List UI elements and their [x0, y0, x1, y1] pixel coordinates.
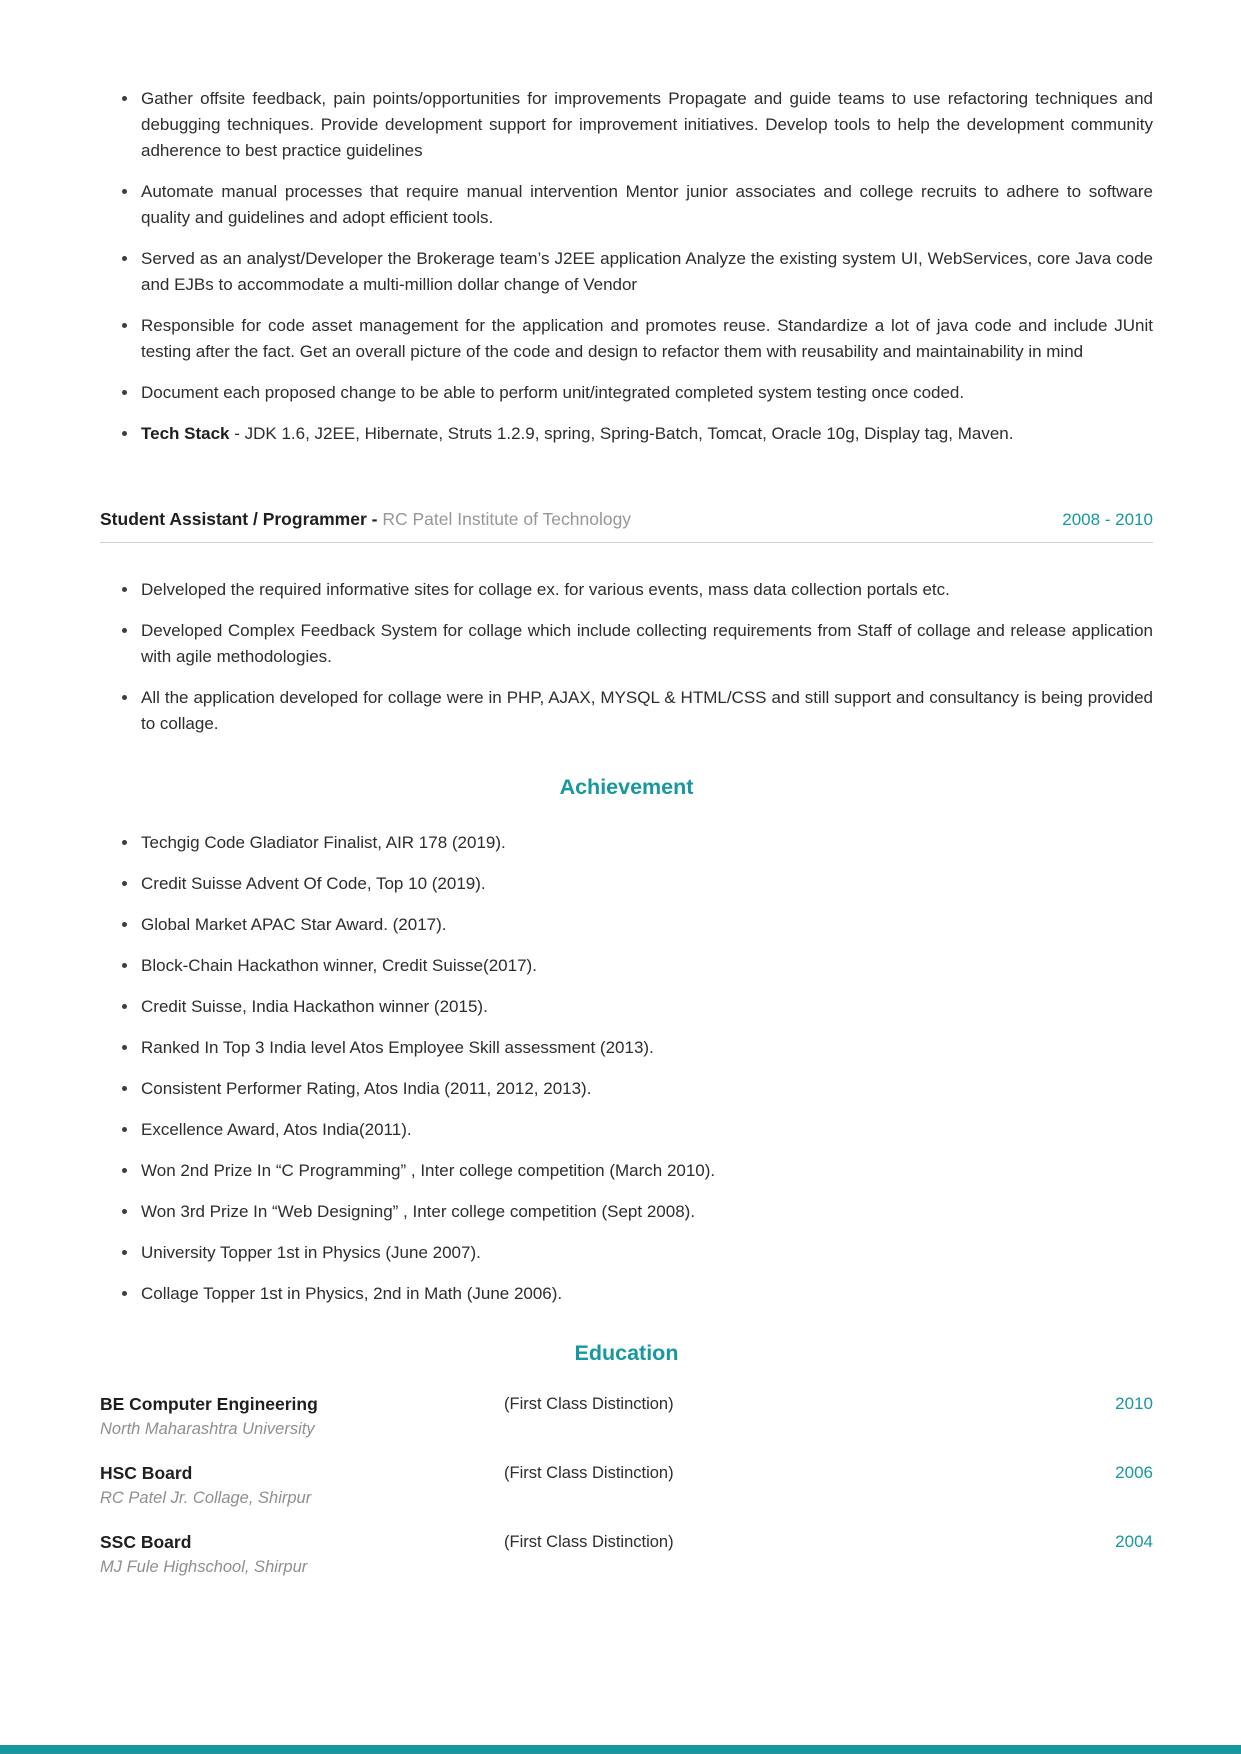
achievement-item	[100, 953, 1153, 979]
job-bullet-list	[100, 577, 1153, 737]
achievement-section-heading: Achievement	[559, 775, 694, 799]
bullet-dot	[122, 1291, 127, 1296]
achievement-text: Credit Suisse, India Hackathon winner (2015).	[141, 997, 488, 1016]
bullet-text: Document each proposed change to be able to perform unit/integrated completed system testing once coded.	[141, 383, 965, 402]
education-degree: HSC Board	[100, 1463, 193, 1483]
achievement-text: Consistent Performer Rating, Atos India (2011, 2012, 2013).	[141, 1079, 592, 1098]
bullet-text: Automate manual processes that require manual intervention Mentor junior associates and college recruits to adhere to software quality and guidelines and adopt efficient tools.	[141, 182, 1153, 227]
bullet-text: Responsible for code asset management for the application and promotes reuse. Standardize a lot of java code and include JUnit testing after the fact. Get an overall picture of the code and design to refactor them with reusability and maintainability in mind	[141, 316, 1153, 361]
bullet-item	[100, 86, 1153, 164]
bullet-dot	[122, 922, 127, 927]
education-grade: (First Class Distinction)	[504, 1395, 674, 1413]
bullet-text: Developed Complex Feedback System for collage which include collecting requirements from Staff of collage and release application with agile methodologies.	[141, 621, 1153, 666]
achievement-item	[100, 912, 1153, 938]
education-entry	[100, 1530, 1153, 1580]
achievement-text: Techgig Code Gladiator Finalist, AIR 178 (2019).	[141, 833, 506, 852]
achievement-item	[100, 1158, 1153, 1184]
bullet-dot	[122, 881, 127, 886]
job-title-separator: -	[366, 509, 383, 529]
achievement-text: Ranked In Top 3 India level Atos Employee Skill assessment (2013).	[141, 1038, 654, 1057]
achievement-text: Global Market APAC Star Award. (2017).	[141, 915, 447, 934]
bullet-text: Served as an analyst/Developer the Brokerage team’s J2EE application Analyze the existing system UI, WebServices, core Java code and EJBs to accommodate a multi-million dollar change of Vendor	[141, 249, 1153, 294]
achievement-item	[100, 994, 1153, 1020]
education-entry	[100, 1461, 1153, 1511]
bullet-item	[100, 685, 1153, 737]
bullet-dot	[122, 431, 127, 436]
achievement-item	[100, 1240, 1153, 1266]
bullet-dot	[122, 840, 127, 845]
education-degree: BE Computer Engineering	[100, 1394, 318, 1414]
bullet-dot	[122, 189, 127, 194]
job-dates: 2008 - 2010	[1062, 510, 1153, 529]
previous-job-bullet-list	[100, 86, 1153, 447]
achievement-text: University Topper 1st in Physics (June 2007).	[141, 1243, 481, 1262]
achievement-item	[100, 871, 1153, 897]
bullet-item	[100, 246, 1153, 298]
achievement-text: Won 2nd Prize In “C Programming” , Inter college competition (March 2010).	[141, 1161, 716, 1180]
job-company: RC Patel Institute of Technology	[382, 509, 632, 529]
bullet-dot	[122, 695, 127, 700]
bullet-item	[100, 577, 1153, 603]
bullet-dot	[122, 1127, 127, 1132]
achievement-text: Collage Topper 1st in Physics, 2nd in Math (June 2006).	[141, 1284, 563, 1303]
job-title: Student Assistant / Programmer	[100, 509, 367, 529]
education-degree: SSC Board	[100, 1532, 192, 1552]
achievement-item	[100, 1076, 1153, 1102]
bullet-dot	[122, 587, 127, 592]
achievement-item	[100, 830, 1153, 856]
education-year: 2004	[1115, 1532, 1153, 1551]
bullet-item	[100, 313, 1153, 365]
education-grade: (First Class Distinction)	[504, 1533, 674, 1551]
bullet-item	[100, 618, 1153, 670]
education-entry	[100, 1392, 1153, 1442]
bullet-item-tech-stack	[100, 421, 1153, 447]
bullet-dot	[122, 390, 127, 395]
bullet-dot	[122, 96, 127, 101]
education-section-heading: Education	[574, 1341, 679, 1365]
bullet-item	[100, 179, 1153, 231]
bullet-text: Delveloped the required informative sites for collage ex. for various events, mass data collection portals etc.	[141, 580, 950, 599]
achievement-text: Excellence Award, Atos India(2011).	[141, 1120, 412, 1139]
bullet-dot	[122, 1004, 127, 1009]
bullet-text: All the application developed for collage were in PHP, AJAX, MYSQL & HTML/CSS and still support and consultancy is being provided to collage.	[141, 688, 1153, 733]
bullet-dot	[122, 1168, 127, 1173]
bullet-dot	[122, 256, 127, 261]
education-year: 2006	[1115, 1463, 1153, 1482]
education-institution: RC Patel Jr. Collage, Shirpur	[100, 1489, 312, 1507]
achievement-text: Block-Chain Hackathon winner, Credit Suisse(2017).	[141, 956, 537, 975]
achievement-item	[100, 1281, 1153, 1307]
tech-stack-value: - JDK 1.6, J2EE, Hibernate, Struts 1.2.9, spring, Spring-Batch, Tomcat, Oracle 10g, Display tag, Maven.	[229, 424, 1014, 443]
bullet-dot	[122, 1045, 127, 1050]
education-year: 2010	[1115, 1394, 1153, 1413]
bullet-dot	[122, 628, 127, 633]
achievement-text: Won 3rd Prize In “Web Designing” , Inter college competition (Sept 2008).	[141, 1202, 696, 1221]
education-grade: (First Class Distinction)	[504, 1464, 674, 1482]
bullet-dot	[122, 1086, 127, 1091]
education-institution: North Maharashtra University	[100, 1420, 315, 1438]
bullet-item	[100, 380, 1153, 406]
achievement-item	[100, 1035, 1153, 1061]
bullet-text: Gather offsite feedback, pain points/opportunities for improvements Propagate and guide teams to use refactoring techniques and debugging techniques. Provide development support for improvement initiatives. Develop tools to help the development community adherence to best practice guidelines	[141, 89, 1153, 160]
achievement-item	[100, 1199, 1153, 1225]
bullet-dot	[122, 963, 127, 968]
bullet-dot	[122, 1250, 127, 1255]
bullet-dot	[122, 1209, 127, 1214]
footer-accent-bar	[0, 1745, 1241, 1754]
tech-stack-label: Tech Stack	[141, 424, 230, 443]
job-header	[100, 509, 1153, 530]
achievement-list	[100, 830, 1153, 1307]
bullet-text	[141, 421, 1153, 447]
education-institution: MJ Fule Highschool, Shirpur	[100, 1558, 308, 1576]
achievement-item	[100, 1117, 1153, 1143]
bullet-dot	[122, 323, 127, 328]
job-header-divider	[100, 542, 1153, 543]
achievement-text: Credit Suisse Advent Of Code, Top 10 (2019).	[141, 874, 486, 893]
